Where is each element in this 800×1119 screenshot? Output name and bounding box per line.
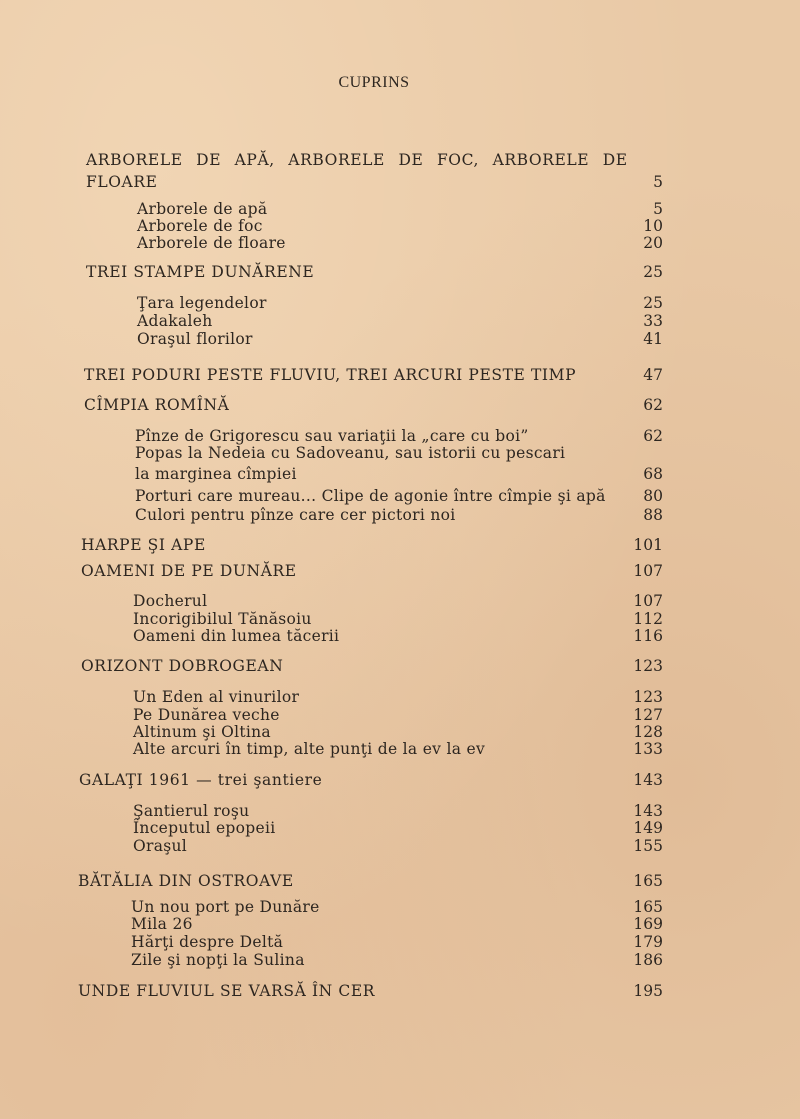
- toc-subentry: Mila 26: [131, 915, 193, 933]
- toc-section-title: TREI STAMPE DUNĂRENE: [86, 263, 315, 281]
- toc-subentry: Pînze de Grigorescu sau variaţii la „care cu boi”: [135, 427, 529, 445]
- toc-page-number: 5: [653, 200, 663, 218]
- toc-page-number: 88: [643, 506, 663, 524]
- toc-page-number: 165: [633, 898, 663, 916]
- toc-page-number: 101: [633, 536, 663, 554]
- toc-page-number: 123: [633, 657, 663, 675]
- toc-subentry: Arborele de apă: [137, 200, 268, 218]
- toc-page-number: 107: [633, 562, 663, 580]
- toc-page-number: 47: [643, 366, 663, 384]
- toc-page-number: 41: [643, 330, 663, 348]
- toc-page-number: 165: [633, 872, 663, 890]
- toc-page-number: 80: [643, 487, 663, 505]
- toc-page-number: 5: [653, 173, 663, 191]
- toc-section-title: BĂTĂLIA DIN OSTROAVE: [78, 872, 294, 890]
- toc-section-title: OAMENI DE PE DUNĂRE: [81, 562, 297, 580]
- toc-page-number: 68: [643, 465, 663, 483]
- toc-page-number: 25: [643, 294, 663, 312]
- page-title: CUPRINS: [338, 74, 410, 91]
- toc-subentry: Hărţi despre Deltă: [131, 933, 284, 951]
- toc-subentry: Arborele de floare: [137, 234, 286, 252]
- toc-subentry: Şantierul roşu: [133, 802, 250, 820]
- toc-page-number: 112: [633, 610, 663, 628]
- toc-page-number: 10: [643, 217, 663, 235]
- toc-page-number: 20: [643, 234, 663, 252]
- toc-subentry: Oraşul florilor: [137, 330, 253, 348]
- toc-page-number: 116: [633, 627, 663, 645]
- toc-subentry: Adakaleh: [137, 312, 213, 330]
- toc-page-number: 143: [633, 771, 663, 789]
- toc-page-number: 62: [643, 427, 663, 445]
- toc-subentry: la marginea cîmpiei: [135, 465, 297, 483]
- toc-page-number: 143: [633, 802, 663, 820]
- toc-subentry: Oameni din lumea tăcerii: [133, 627, 340, 645]
- toc-section-title: FLOARE: [86, 173, 158, 191]
- toc-subentry: Ţara legendelor: [137, 294, 267, 312]
- toc-subentry: Porturi care mureau... Clipe de agonie între cîmpie şi apă: [135, 487, 606, 505]
- toc-subentry: Culori pentru pînze care cer pictori noi: [135, 506, 456, 524]
- toc-page-number: 62: [643, 396, 663, 414]
- toc-page-number: 33: [643, 312, 663, 330]
- toc-subentry: Incorigibilul Tănăsoiu: [133, 610, 312, 628]
- toc-subentry: Zile şi nopţi la Sulina: [131, 951, 305, 969]
- toc-page-number: 107: [633, 592, 663, 610]
- toc-subentry: Arborele de foc: [137, 217, 263, 235]
- toc-subentry: Popas la Nedeia cu Sadoveanu, sau istorii cu pescari: [135, 444, 566, 462]
- toc-page-number: 186: [633, 951, 663, 969]
- toc-subentry: Alte arcuri în timp, alte punţi de la ev la ev: [133, 740, 485, 758]
- toc-section-title: TREI PODURI PESTE FLUVIU, TREI ARCURI PESTE TIMP: [84, 366, 577, 384]
- toc-page-number: 127: [633, 706, 663, 724]
- toc-section-title: ARBORELE DE APĂ, ARBORELE DE FOC, ARBORELE DE: [86, 151, 628, 169]
- toc-subentry: Un Eden al vinurilor: [133, 688, 300, 706]
- toc-page-number: 169: [633, 915, 663, 933]
- toc-page-number: 128: [633, 723, 663, 741]
- toc-page-number: 133: [633, 740, 663, 758]
- toc-page-number: 149: [633, 819, 663, 837]
- toc-subentry: Docherul: [133, 592, 208, 610]
- toc-section-title: HARPE ŞI APE: [81, 536, 206, 554]
- toc-subentry: Pe Dunărea veche: [133, 706, 280, 724]
- toc-page-number: 195: [633, 982, 663, 1000]
- toc-subentry: Oraşul: [133, 837, 188, 855]
- toc-page-number: 155: [633, 837, 663, 855]
- toc-page-number: 25: [643, 263, 663, 281]
- toc-section-title: CÎMPIA ROMÎNĂ: [84, 396, 230, 414]
- toc-section-title: UNDE FLUVIUL SE VARSĂ ÎN CER: [78, 982, 376, 1000]
- toc-subentry: Un nou port pe Dunăre: [131, 898, 320, 916]
- toc-subentry: Altinum şi Oltina: [133, 723, 271, 741]
- toc-section-title: GALAŢI 1961 — trei şantiere: [79, 771, 323, 789]
- toc-subentry: Începutul epopeii: [133, 819, 276, 837]
- toc-page-number: 179: [633, 933, 663, 951]
- toc-page-number: 123: [633, 688, 663, 706]
- toc-section-title: ORIZONT DOBROGEAN: [81, 657, 284, 675]
